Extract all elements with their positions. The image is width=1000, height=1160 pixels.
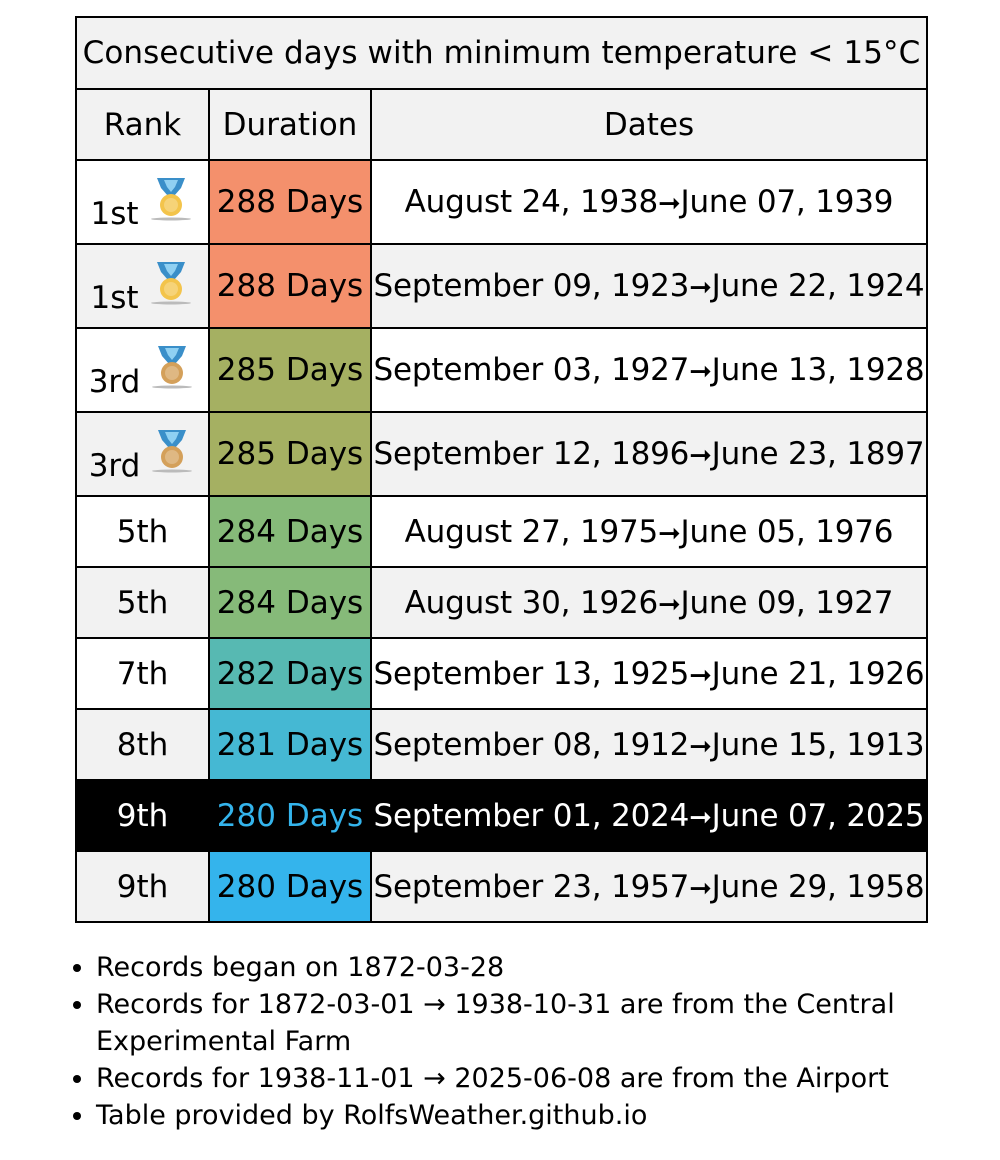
start-date: September 09, 1923	[373, 268, 690, 304]
duration-cell: 280 Days	[209, 780, 371, 851]
duration-cell: 288 Days	[209, 160, 371, 244]
rank-label: 3rd	[88, 364, 141, 400]
rank-label: 5th	[116, 513, 169, 550]
duration-cell: 282 Days	[209, 638, 371, 709]
rank-cell	[76, 638, 209, 709]
dates-cell	[371, 638, 927, 709]
rank-cell	[76, 567, 209, 638]
gold-medal-icon	[147, 258, 195, 306]
rank-cell	[76, 412, 209, 496]
start-date: September 03, 1927	[373, 352, 690, 388]
header-dates: Dates	[371, 89, 927, 160]
table-row	[76, 328, 927, 412]
rank-cell	[76, 780, 209, 851]
end-date: June 09, 1927	[680, 584, 894, 621]
rank-cell	[76, 244, 209, 328]
table-row	[76, 412, 927, 496]
end-date: June 22, 1924	[711, 268, 925, 304]
note-item: • Table provided by RolfsWeather.github.io	[96, 1097, 996, 1134]
records-table	[75, 16, 928, 923]
start-date: September 01, 2024	[373, 797, 690, 834]
table-row	[76, 160, 927, 244]
arrow-right-icon: ➞	[689, 801, 712, 833]
arrow-right-icon: ➞	[689, 440, 712, 471]
notes-list	[52, 949, 996, 1134]
dates-cell	[371, 496, 927, 567]
dates-cell	[371, 851, 927, 922]
note-item: • Records for 1872-03-01 → 1938-10-31 are from the Central Experimental Farm	[96, 986, 996, 1060]
rank-cell	[76, 709, 209, 780]
start-date: September 08, 1912	[373, 726, 690, 763]
dates-cell	[371, 328, 927, 412]
dates-cell	[371, 160, 927, 244]
end-date: June 13, 1928	[711, 352, 925, 388]
start-date: September 13, 1925	[373, 655, 690, 692]
bronze-medal-icon	[148, 342, 196, 390]
rank-label: 9th	[116, 868, 169, 905]
start-date: September 23, 1957	[373, 868, 690, 905]
arrow-right-icon: ➞	[689, 356, 712, 387]
end-date: June 15, 1913	[711, 726, 925, 763]
duration-cell: 281 Days	[209, 709, 371, 780]
dates-cell	[371, 412, 927, 496]
rank-label: 1st	[90, 280, 139, 316]
duration-cell: 285 Days	[209, 412, 371, 496]
arrow-right-icon: ➞	[658, 517, 681, 549]
end-date: June 23, 1897	[711, 436, 925, 472]
duration-cell: 284 Days	[209, 567, 371, 638]
rank-label: 9th	[116, 797, 169, 834]
dates-cell	[371, 244, 927, 328]
table-title: Consecutive days with minimum temperature < 15°C	[76, 17, 927, 89]
table-body	[76, 160, 927, 922]
table-row	[76, 496, 927, 567]
duration-cell: 284 Days	[209, 496, 371, 567]
table-row	[76, 638, 927, 709]
start-date: August 27, 1975	[404, 513, 659, 550]
table-row	[76, 851, 927, 922]
rank-label: 7th	[116, 655, 169, 692]
dates-cell	[371, 709, 927, 780]
dates-cell	[371, 567, 927, 638]
end-date: June 05, 1976	[680, 513, 894, 550]
arrow-right-icon: ➞	[689, 730, 712, 762]
table-row	[76, 709, 927, 780]
end-date: June 07, 2025	[711, 797, 925, 834]
start-date: August 30, 1926	[404, 584, 659, 621]
rank-label: 1st	[90, 196, 139, 232]
arrow-right-icon: ➞	[689, 872, 712, 904]
arrow-right-icon: ➞	[689, 659, 712, 691]
duration-cell: 288 Days	[209, 244, 371, 328]
dates-cell	[371, 780, 927, 851]
header-duration: Duration	[209, 89, 371, 160]
note-item: • Records began on 1872-03-28	[96, 949, 996, 986]
rank-cell	[76, 496, 209, 567]
rank-cell	[76, 851, 209, 922]
end-date: June 21, 1926	[711, 655, 925, 692]
rank-cell	[76, 160, 209, 244]
header-rank: Rank	[76, 89, 209, 160]
end-date: June 29, 1958	[711, 868, 925, 905]
rank-label: 3rd	[88, 448, 141, 484]
rank-cell	[76, 328, 209, 412]
arrow-right-icon: ➞	[689, 272, 712, 303]
end-date: June 07, 1939	[680, 184, 894, 220]
rank-label: 8th	[116, 726, 169, 763]
table-row	[76, 780, 927, 851]
note-item: • Records for 1938-11-01 → 2025-06-08 are from the Airport	[96, 1060, 996, 1097]
table-row	[76, 244, 927, 328]
start-date: August 24, 1938	[404, 184, 659, 220]
table-row	[76, 567, 927, 638]
duration-cell: 285 Days	[209, 328, 371, 412]
duration-cell: 280 Days	[209, 851, 371, 922]
rank-label: 5th	[116, 584, 169, 621]
arrow-right-icon: ➞	[658, 588, 681, 620]
start-date: September 12, 1896	[373, 436, 690, 472]
gold-medal-icon	[147, 174, 195, 222]
arrow-right-icon: ➞	[658, 188, 681, 219]
bronze-medal-icon	[148, 426, 196, 474]
